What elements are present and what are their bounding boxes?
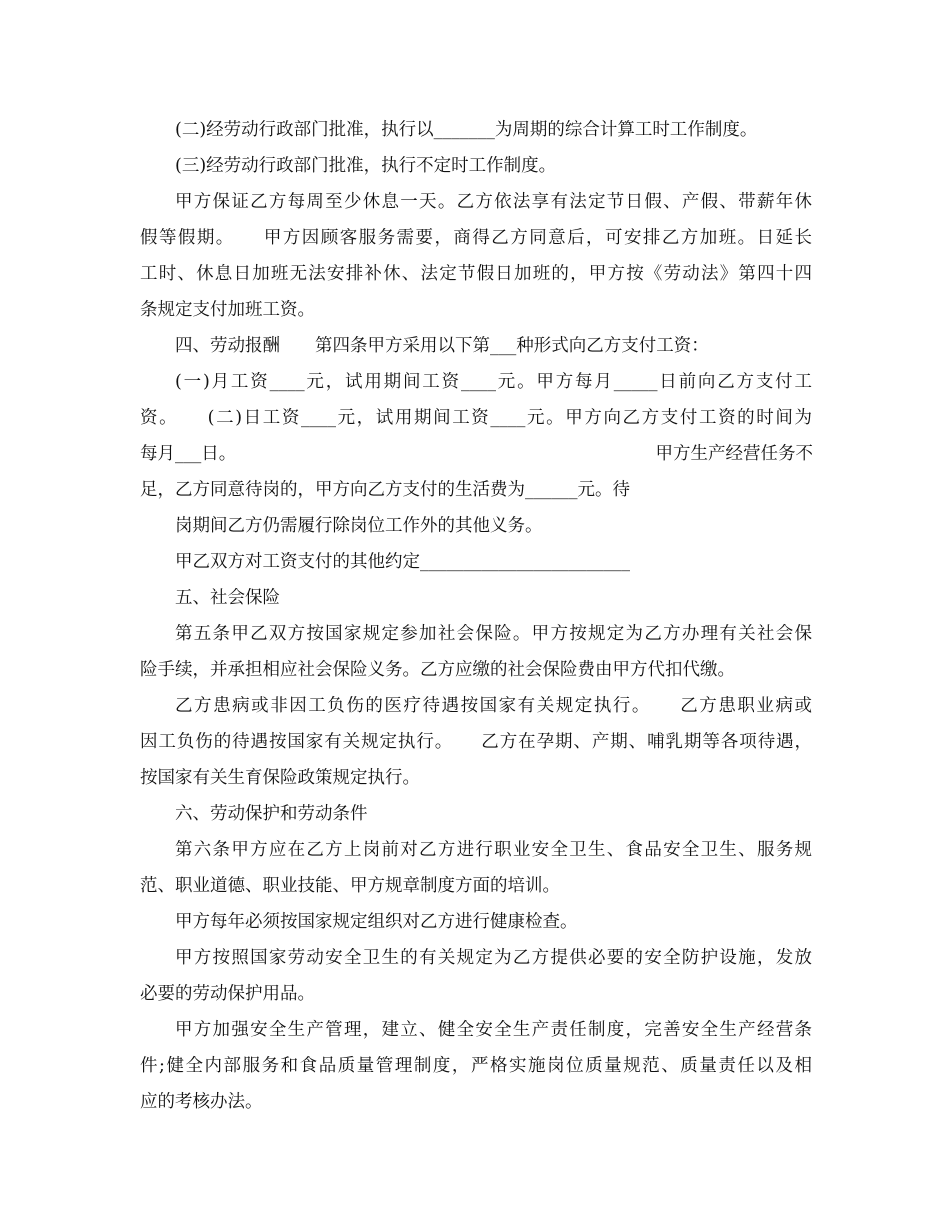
text-line: 岗期间乙方仍需履行除岗位工作外的其他义务。: [175, 516, 543, 536]
text-line: 件;健全内部服务和食品质量管理制度，严格实施岗位质量规范、质量责任以及相: [140, 1056, 812, 1076]
text-line: 险手续，并承担相应社会保险义务。乙方应缴的社会保险费由甲方代扣代缴。: [140, 660, 735, 680]
text-line: 按国家有关生育保险政策规定执行。: [140, 768, 420, 788]
text-line: 应的考核办法。: [140, 1092, 263, 1112]
text-line: 假等假期。 甲方因顾客服务需要，商得乙方同意后，可安排乙方加班。日延长: [140, 228, 812, 248]
section-heading: 六、劳动保护和劳动条件: [175, 804, 368, 824]
text-line: (一)月工资____元，试用期间工资____元。甲方每月_____日前向乙方支付工: [175, 372, 812, 392]
text-line: (三)经劳动行政部门批准，执行不定时工作制度。: [175, 156, 557, 176]
text-line: 因工负伤的待遇按国家有关规定执行。 乙方在孕期、产期、哺乳期等各项待遇，: [140, 732, 812, 752]
text-line: 甲方保证乙方每周至少休息一天。乙方依法享有法定节日假、产假、带薪年休: [175, 192, 812, 212]
text-line: 甲方按照国家劳动安全卫生的有关规定为乙方提供必要的安全防护设施，发放: [175, 948, 812, 968]
text-line: 甲乙双方对工资支付的其他约定________________________: [175, 552, 630, 572]
text-line: 范、职业道德、职业技能、甲方规章制度方面的培训。: [140, 876, 560, 896]
text-line: 足，乙方同意待岗的，甲方向乙方支付的生活费为______元。待: [140, 480, 630, 500]
text-line: 甲方加强安全生产管理，建立、健全安全生产责任制度，完善安全生产经营条: [175, 1020, 812, 1040]
text-line: 甲方生产经营任务不: [655, 444, 813, 464]
text-line: (二)经劳动行政部门批准，执行以_______为周期的综合计算工时工作制度。: [175, 120, 758, 140]
text-line: 每月___日。: [140, 444, 237, 464]
text-line: 第五条甲乙双方按国家规定参加社会保险。甲方按规定为乙方办理有关社会保: [175, 624, 812, 644]
text-line: 第六条甲方应在乙方上岗前对乙方进行职业安全卫生、食品安全卫生、服务规: [175, 840, 812, 860]
section-heading: 五、社会保险: [175, 588, 280, 608]
text-line: 乙方患病或非因工负伤的医疗待遇按国家有关规定执行。 乙方患职业病或: [175, 696, 812, 716]
text-line: 条规定支付加班工资。: [140, 300, 315, 320]
text-line: 必要的劳动保护用品。: [140, 984, 315, 1004]
text-line: 工时、休息日加班无法安排补休、法定节假日加班的，甲方按《劳动法》第四十四: [140, 264, 812, 284]
text-line: 资。 (二)日工资____元，试用期间工资____元。甲方向乙方支付工资的时间为: [140, 408, 812, 428]
text-line: 四、劳动报酬 第四条甲方采用以下第___种形式向乙方支付工资：: [175, 336, 709, 356]
text-line: 甲方每年必须按国家规定组织对乙方进行健康检查。: [175, 912, 578, 932]
